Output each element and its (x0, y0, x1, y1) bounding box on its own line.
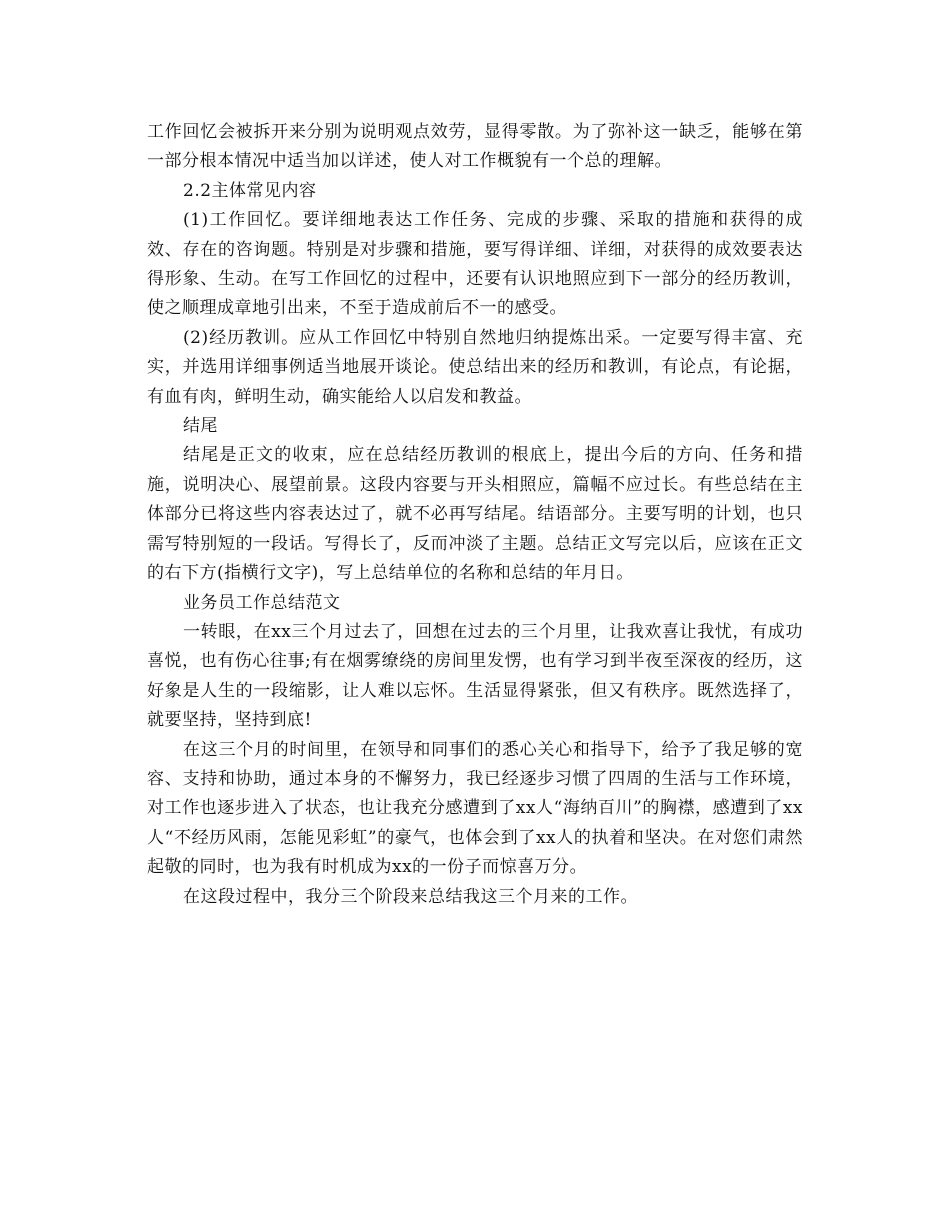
paragraph-work-review: (1)工作回忆。要详细地表达工作任务、完成的步骤、采取的措施和获得的成效、存在的咨询题。特别是对步骤和措施，要写得详细、详细，对获得的成效要表达得形象、生动。在写工作回忆的过程中，还要有认识地照应到下一部分的经历教训，使之顺理成章地引出来，不至于造成前后不一的感受。 (147, 210, 803, 319)
document-page (147, 118, 803, 912)
section-heading-sample: 业务员工作总结范文 (183, 592, 341, 613)
section-heading-ending: 结尾 (183, 416, 218, 437)
section-heading-main-content: 2.2主体常见内容 (183, 180, 317, 201)
paragraph-sample-1: 一转眼，在xx三个月过去了，回想在过去的三个月里，让我欢喜让我忧，有成功喜悦，也有伤心往事;有在烟雾缭绕的房间里发愣，也有学习到半夜至深夜的经历，这好象是人生的一段缩影，让人难以忘怀。生活显得紧张，但又有秩序。既然选择了，就要坚持，坚持到底! (147, 621, 803, 731)
paragraph-sample-2: 在这三个月的时间里，在领导和同事们的悉心关心和指导下，给予了我足够的宽容、支持和协助，通过本身的不懈努力，我已经逐步习惯了四周的生活与工作环境，对工作也逐步进入了状态，也让我充分感遭到了xx人“海纳百川”的胸襟，感遭到了xx人“不经历风雨，怎能见彩虹”的豪气，也体会到了xx人的执着和坚决。在对您们肃然起敬的同时，也为我有时机成为xx的一份子而惊喜万分。 (147, 739, 803, 878)
paragraph-intro-continuation: 工作回忆会被拆开来分别为说明观点效劳，显得零散。为了弥补这一缺乏，能够在第一部分根本情况中适当加以详述，使人对工作概貌有一个总的理解。 (147, 122, 803, 172)
paragraph-sample-3: 在这段过程中，我分三个阶段来总结我这三个月来的工作。 (183, 886, 638, 907)
paragraph-ending: 结尾是正文的收束，应在总结经历教训的根底上，提出今后的方向、任务和措施，说明决心、展望前景。这段内容要与开头相照应，篇幅不应过长。有些总结在主体部分已将这些内容表达过了，就不必再写结尾。结语部分。主要写明的计划，也只需写特别短的一段话。写得长了，反而冲淡了主题。总结正文写完以后，应该在正文的右下方(指横行文字)，写上总结单位的名称和总结的年月日。 (147, 445, 803, 584)
paragraph-experience-lessons: (2)经历教训。应从工作回忆中特别自然地归纳提炼出采。一定要写得丰富、充实，并选用详细事例适当地展开谈论。使总结出来的经历和教训，有论点，有论据，有血有肉，鲜明生动，确实能给人以启发和教益。 (147, 327, 803, 407)
